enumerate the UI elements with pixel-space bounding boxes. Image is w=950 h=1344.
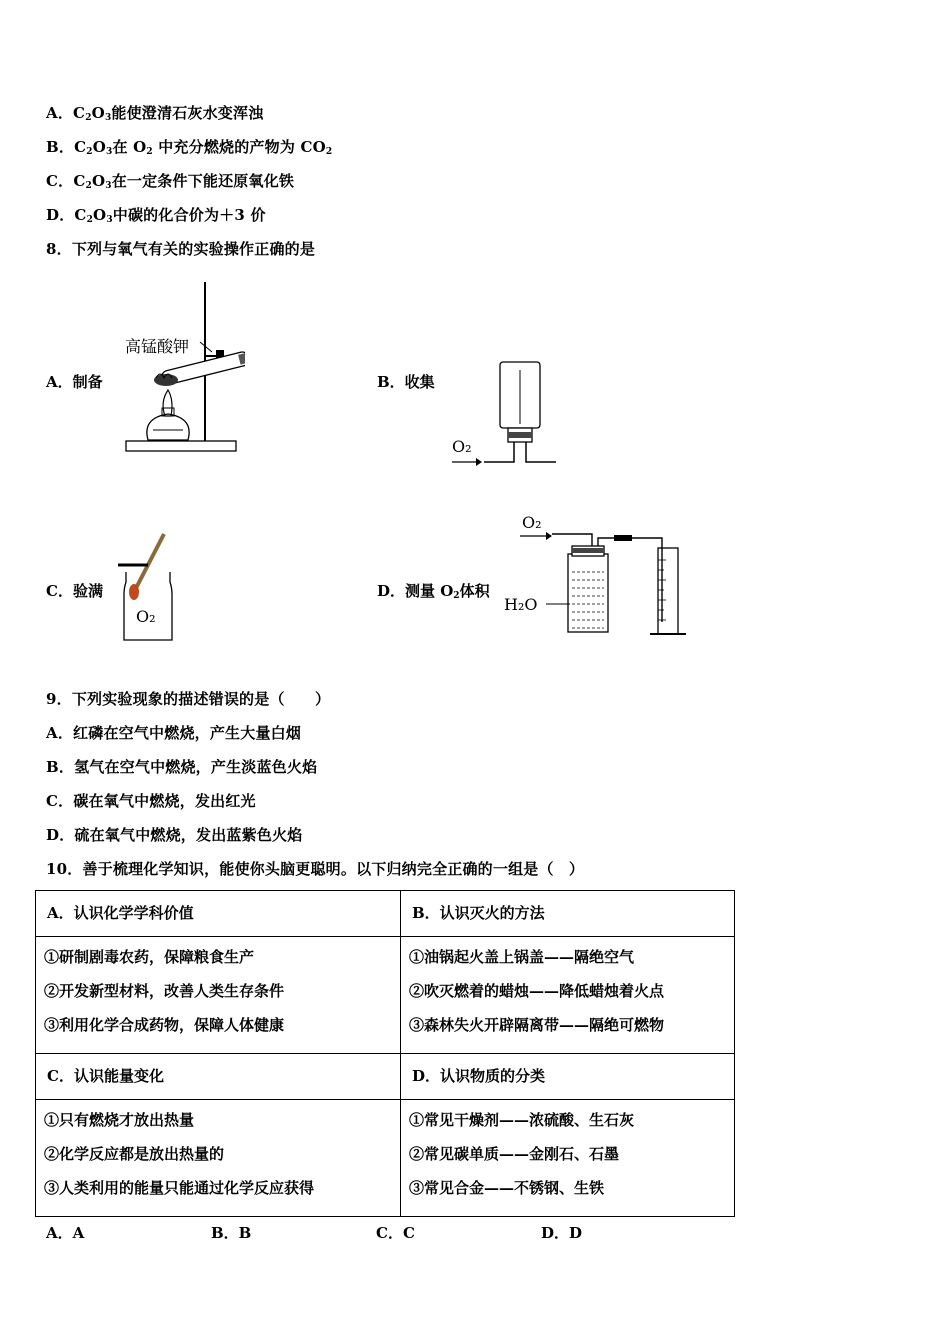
q9-option-c: C．碳在氧气中燃烧，发出红光 — [46, 792, 256, 810]
q8-stem: 8．下列与氧气有关的实验操作正确的是 — [46, 240, 316, 258]
q8-figure-d-apparatus — [502, 510, 694, 640]
q8-figure-c-test — [112, 532, 184, 644]
table-header-d: D．认识物质的分类 — [401, 1054, 735, 1100]
q8-figure-a-text: 高锰酸钾 — [125, 337, 190, 356]
q9-option-a: A．红磷在空气中燃烧，产生大量白烟 — [46, 724, 302, 742]
q8-figure-d-o2: O₂ — [522, 513, 542, 532]
q9-stem: 9．下列实验现象的描述错误的是（ ） — [46, 690, 331, 708]
q8-option-b-label: B．收集 — [377, 373, 435, 391]
q8-option-c-label: C．验满 — [46, 582, 103, 600]
q10-knowledge-table — [35, 890, 735, 1217]
q8-figure-b-o2: O₂ — [452, 437, 472, 456]
q7-option-a: A．$C_2O_3$能使澄清石灰水变浑浊 — [46, 104, 264, 123]
table-header-c: C．认识能量变化 — [36, 1054, 401, 1100]
q10-stem: 10．善于梳理化学知识，能使你头脑更聪明。以下归纳完全正确的一组是（ ） — [46, 860, 585, 878]
q7-option-c: C．$C_2O_3$在一定条件下能还原氧化铁 — [46, 172, 295, 191]
q8-figure-d-h2o: H₂O — [504, 595, 538, 614]
q10-answer-b: B．B — [211, 1224, 252, 1242]
q8-figure-a-apparatus — [120, 278, 245, 460]
q8-figure-c-o2: O₂ — [136, 607, 156, 626]
table-header-a: A．认识化学学科价值 — [36, 891, 401, 937]
q8-option-d-label: D．测量 $O_2$体积 — [377, 582, 490, 601]
table-cell-c: ①只有燃烧才放出热量 ②化学反应都是放出热量的 ③人类利用的能量只能通过化学反应获得 — [36, 1100, 401, 1217]
q10-answer-c: C．C — [376, 1224, 415, 1242]
q9-option-d: D．硫在氧气中燃烧，发出蓝紫色火焰 — [46, 826, 303, 844]
table-cell-d: ①常见干燥剂——浓硫酸、生石灰 ②常见碳单质——金刚石、石墨 ③常见合金——不锈钢、生铁 — [401, 1100, 735, 1217]
table-header-b: B．认识灭火的方法 — [401, 891, 735, 937]
q10-answer-d: D．D — [541, 1224, 583, 1242]
q9-option-b: B．氢气在空气中燃烧，产生淡蓝色火焰 — [46, 758, 318, 776]
q10-answer-a: A．A — [46, 1224, 85, 1242]
q8-figure-b-collection — [448, 356, 563, 468]
table-cell-a: ①研制剧毒农药，保障粮食生产 ②开发新型材料，改善人类生存条件 ③利用化学合成药物，保障人体健康 — [36, 937, 401, 1054]
q7-option-d: D．$C_2O_3$中碳的化合价为＋3 价 — [46, 206, 266, 225]
q8-option-a-label: A．制备 — [46, 373, 103, 391]
table-cell-b: ①油锅起火盖上锅盖——隔绝空气 ②吹灭燃着的蜡烛——降低蜡烛着火点 ③森林失火开辟隔离带——隔绝可燃物 — [401, 937, 735, 1054]
q7-option-b: B．$C_2O_3$在 $O_2$ 中充分燃烧的产物为 $CO_2$ — [46, 138, 333, 157]
